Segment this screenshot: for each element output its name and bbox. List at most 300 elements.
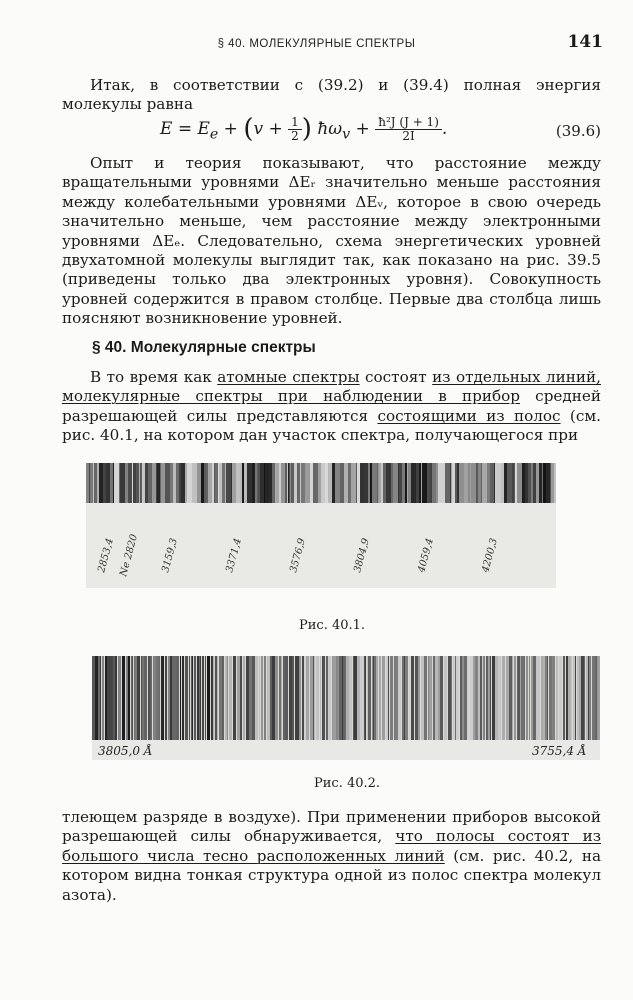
fig1-band-streak: [378, 463, 379, 503]
fig2-spectral-line: [102, 656, 104, 740]
fig2-spectral-line: [438, 656, 440, 740]
fig2-spectral-line: [394, 656, 396, 740]
fig1-band-streak: [269, 463, 272, 503]
fig2-spectral-line: [343, 656, 345, 740]
p4-text-2: (см. рис. 40.2, на котором видна тонкая структура одной из полос спектра молекул азота).: [62, 846, 601, 904]
fig2-spectral-line: [336, 656, 338, 740]
fig1-band-streak: [325, 463, 328, 503]
fig1-band-streak: [357, 463, 360, 503]
fig2-spectral-line: [320, 656, 321, 740]
fig1-band-streak: [132, 463, 133, 503]
fig1-band-streak: [110, 463, 113, 503]
fig2-spectral-line: [299, 656, 301, 740]
fig1-band-streak: [533, 463, 536, 503]
fig2-spectral-line: [490, 656, 491, 740]
fig1-wavelength-label: 3371,4: [224, 537, 244, 574]
fig1-band-streak: [452, 463, 455, 503]
fig2-scale-strip: [92, 740, 600, 760]
fig1-band-streak: [90, 463, 93, 503]
fig1-band-streak: [236, 463, 240, 503]
fig2-spectral-line: [225, 656, 227, 740]
fig2-spectral-line: [376, 656, 378, 740]
fig1-band-streak: [436, 463, 438, 503]
fig1-band-streak: [232, 463, 236, 503]
fig1-band-streak: [543, 463, 546, 503]
fig2-spectral-line: [314, 656, 315, 740]
fig1-band-streak: [445, 463, 450, 503]
fig2-spectral-line: [573, 656, 575, 740]
fig2-spectral-line: [194, 656, 196, 740]
fig1-band-streak: [265, 463, 269, 503]
fig1-band-streak: [402, 463, 405, 503]
fig2-spectral-line: [207, 656, 210, 740]
fig2-spectral-line: [118, 656, 121, 740]
fig1-band-streak: [247, 463, 252, 503]
fig2-spectral-line: [467, 656, 469, 740]
fig1-band-streak: [297, 463, 300, 503]
fig2-spectral-line: [424, 656, 427, 740]
fig1-band-streak: [289, 463, 290, 503]
fig1-band-streak: [255, 463, 257, 503]
fig2-spectral-line: [346, 656, 349, 740]
fig1-band-streak: [260, 463, 264, 503]
fig2-spectral-line: [295, 656, 296, 740]
fig1-band-streak: [407, 463, 408, 503]
fig1-band-streak: [372, 463, 377, 503]
fig2-spectral-line: [332, 656, 333, 740]
fig2-spectral-line: [233, 656, 236, 740]
paragraph-levels: Опыт и теория показывают, что расстояние между вращательными уровнями ΔEᵣ значительно меньше расстояния между колебательными уровнями ΔEᵥ, которое в свою очередь значительно меньше, чем расстояние между электронными уровнями ΔEₑ. Следовательно, схема энергетических уровней двухатомной молекулы выглядит так, как показано на рис. 39.5 (приведены только два электронных уровня). Совокупность уровней содержится в правом столбце. Первые два столбца лишь поясняют возникновение уровней.: [62, 154, 601, 328]
fig2-spectral-line: [506, 656, 509, 740]
fig2-spectral-line: [176, 656, 179, 740]
fig2-spectral-line: [552, 656, 555, 740]
fig2-spectral-line: [368, 656, 371, 740]
fig1-band-streak: [443, 463, 445, 503]
fig2-spectral-line: [113, 656, 115, 740]
fig1-band-streak: [215, 463, 218, 503]
fig1-band-streak: [119, 463, 120, 503]
fig2-spectral-line: [289, 656, 292, 740]
fig2-spectral-line: [246, 656, 249, 740]
fig1-band-streak: [242, 463, 243, 503]
fig2-spectral-line: [313, 656, 314, 740]
p3-text-2: состоят: [359, 368, 433, 386]
fig2-spectral-line: [142, 656, 144, 740]
fig1-band-streak: [539, 463, 542, 503]
fig2-spectral-line: [281, 656, 282, 740]
fig2-spectral-line: [568, 656, 571, 740]
fig1-band-streak: [356, 463, 357, 503]
fig2-spectral-line: [217, 656, 218, 740]
fig1-band-streak: [451, 463, 452, 503]
fig1-band-streak: [487, 463, 490, 503]
fig2-spectral-line: [134, 656, 135, 740]
fig2-spectral-line: [211, 656, 213, 740]
fig1-band-streak: [291, 463, 294, 503]
eq-half: [288, 116, 302, 143]
fig2-spectral-line: [229, 656, 232, 740]
fig2-spectral-line: [215, 656, 217, 740]
fig1-band-streak: [546, 463, 550, 503]
fig2-spectral-line: [418, 656, 420, 740]
fig2-spectral-line: [205, 656, 206, 740]
fig2-spectral-line: [345, 656, 346, 740]
fig1-band-streak: [368, 463, 370, 503]
p4-text-1: тлеющем разряде в воздухе). При применении приборов высокой разрешающей силы обнаруживается,: [62, 808, 601, 846]
fig1-band-streak: [114, 463, 119, 503]
fig1-band-streak: [204, 463, 206, 503]
fig2-spectral-line: [272, 656, 275, 740]
fig2-spectral-line: [482, 656, 483, 740]
fig2-spectral-line: [144, 656, 147, 740]
fig1-band-streak: [272, 463, 275, 503]
fig2-spectral-line: [502, 656, 505, 740]
fig2-spectral-line: [429, 656, 432, 740]
fig2-spectral-line: [589, 656, 591, 740]
fig2-spectral-line: [292, 656, 294, 740]
fig2-line-group: [92, 656, 600, 740]
fig1-band-streak: [113, 463, 114, 503]
fig1-band-streak: [142, 463, 143, 503]
fig2-spectral-line: [360, 656, 363, 740]
fig2-spectral-line: [267, 656, 270, 740]
fig1-band-streak: [93, 463, 94, 503]
fig1-band-streak: [279, 463, 281, 503]
fig2-spectral-line: [92, 656, 95, 740]
fig2-spectral-line: [107, 656, 110, 740]
fig2-spectral-line: [428, 656, 429, 740]
fig1-band-streak: [133, 463, 136, 503]
fig2-spectral-line: [563, 656, 565, 740]
fig2-spectral-line: [451, 656, 452, 740]
fig2-spectral-line: [333, 656, 336, 740]
page-number: 141: [567, 32, 603, 52]
fig2-spectral-line: [498, 656, 501, 740]
fig2-spectral-line: [128, 656, 130, 740]
fig1-band-streak: [360, 463, 364, 503]
figure-40-2-caption: Рис. 40.2.: [314, 776, 381, 791]
fig2-spectral-line: [283, 656, 285, 740]
fig2-spectral-line: [151, 656, 152, 740]
fig1-band-streak: [393, 463, 398, 503]
fig1-band-streak: [438, 463, 443, 503]
fig1-band-streak: [421, 463, 422, 503]
fig2-spectral-line: [249, 656, 252, 740]
fig1-band-streak: [179, 463, 181, 503]
fig2-spectral-line: [197, 656, 199, 740]
fig2-spectral-line: [304, 656, 306, 740]
fig2-spectral-line: [363, 656, 364, 740]
fig2-spectral-line: [213, 656, 214, 740]
fig1-band-streak: [335, 463, 340, 503]
fig2-spectral-line: [243, 656, 245, 740]
fig1-band-streak: [252, 463, 255, 503]
fig1-band-streak: [139, 463, 140, 503]
fig2-spectral-line: [592, 656, 595, 740]
fig1-band-streak: [208, 463, 212, 503]
fig1-band-streak: [517, 463, 522, 503]
fig2-spectral-line: [404, 656, 405, 740]
fig2-spectral-line: [326, 656, 328, 740]
fig2-spectral-line: [302, 656, 304, 740]
fig1-band-streak: [161, 463, 165, 503]
fig2-spectral-line: [460, 656, 462, 740]
fig2-spectral-line: [165, 656, 167, 740]
fig1-band-streak: [398, 463, 399, 503]
fig2-spectral-line: [435, 656, 438, 740]
fig2-spectral-line: [191, 656, 192, 740]
fig2-spectral-line: [579, 656, 581, 740]
fig1-band-streak: [318, 463, 321, 503]
fig1-band-streak: [187, 463, 192, 503]
eq-v: v +: [253, 119, 289, 139]
fig2-spectral-line: [373, 656, 374, 740]
fig1-band-streak: [301, 463, 305, 503]
fig1-band-streak: [455, 463, 457, 503]
fig1-band-streak: [143, 463, 145, 503]
fig2-spectral-line: [595, 656, 597, 740]
fig2-spectral-line: [402, 656, 404, 740]
fig2-spectral-line: [581, 656, 584, 740]
fig1-band-streak: [351, 463, 356, 503]
fig2-spectral-line: [390, 656, 393, 740]
equation-39-6: [160, 114, 600, 154]
fig1-wavelength-label: 2853,4: [96, 537, 116, 574]
fig2-spectral-line: [328, 656, 331, 740]
fig2-spectral-line: [173, 656, 176, 740]
fig2-spectral-line: [110, 656, 113, 740]
paragraph-fine-structure: [62, 808, 601, 905]
fig1-band-streak: [370, 463, 372, 503]
eq-rot-den: 2I: [402, 129, 415, 143]
fig2-spectral-line: [339, 656, 342, 740]
fig1-band-streak: [464, 463, 468, 503]
fig2-spectral-line: [100, 656, 101, 740]
fig2-spectral-line: [115, 656, 117, 740]
fig1-band-streak: [470, 463, 471, 503]
fig1-band-streak: [422, 463, 427, 503]
fig2-spectral-line: [488, 656, 490, 740]
fig1-band-streak: [305, 463, 310, 503]
fig2-spectral-line: [323, 656, 325, 740]
fig1-band-streak: [287, 463, 288, 503]
fig2-spectral-line: [172, 656, 173, 740]
fig2-spectral-line: [571, 656, 572, 740]
fig2-spectral-line: [185, 656, 188, 740]
fig2-left-label: 3805,0 Å: [98, 744, 153, 758]
fig1-band-streak: [411, 463, 416, 503]
fig2-spectral-line: [122, 656, 125, 740]
fig1-band-streak: [554, 463, 556, 503]
fig2-spectral-line: [492, 656, 495, 740]
fig1-band-streak: [281, 463, 285, 503]
fig1-band-streak: [185, 463, 187, 503]
fig1-band-streak: [427, 463, 430, 503]
fig2-spectral-line: [180, 656, 181, 740]
fig1-band-streak: [222, 463, 225, 503]
eq-rot-frac: [375, 116, 442, 143]
fig1-band-streak: [416, 463, 419, 503]
fig2-spectral-line: [545, 656, 547, 740]
fig2-spectral-line: [470, 656, 473, 740]
fig2-spectral-line: [517, 656, 518, 740]
fig2-spectral-line: [456, 656, 459, 740]
p3-text-3: средней разрешающей силы представляются: [62, 387, 601, 425]
fig2-spectral-line: [168, 656, 170, 740]
fig2-spectral-line: [192, 656, 193, 740]
fig1-band-streak: [497, 463, 501, 503]
fig1-band-streak: [86, 463, 89, 503]
fig1-band-streak: [120, 463, 125, 503]
eq-plus1: +: [218, 119, 244, 139]
fig1-band-streak: [152, 463, 156, 503]
fig2-spectral-line: [483, 656, 485, 740]
fig1-band-streak: [285, 463, 287, 503]
fig1-band-streak: [214, 463, 215, 503]
fig1-band-streak: [288, 463, 289, 503]
fig2-spectral-line: [521, 656, 522, 740]
fig1-band-streak: [197, 463, 201, 503]
p3-underline-atomic: атомные спектры: [217, 368, 360, 386]
fig2-spectral-line: [222, 656, 224, 740]
fig1-band-streak: [536, 463, 539, 503]
fig2-spectral-line: [575, 656, 576, 740]
fig1-wavelength-label: 3804,9: [352, 537, 372, 574]
eq-rot-num: ħ²J (J + 1): [375, 116, 442, 130]
fig2-spectral-line: [357, 656, 360, 740]
fig1-band-streak: [276, 463, 279, 503]
fig2-spectral-line: [464, 656, 467, 740]
section-heading: § 40. Молекулярные спектры: [92, 339, 316, 356]
p3-underline-bands: состоящими из полос: [377, 406, 561, 425]
fig1-band-streak: [226, 463, 231, 503]
fig1-band-streak: [201, 463, 204, 503]
fig1-band-streak: [125, 463, 128, 503]
fig2-spectral-line: [531, 656, 533, 740]
fig1-band-streak: [430, 463, 432, 503]
fig2-spectral-line: [199, 656, 200, 740]
paragraph-molecular-spectra: [62, 368, 601, 446]
fig1-band-group: [86, 463, 556, 503]
fig2-spectral-line: [566, 656, 568, 740]
fig1-band-streak: [501, 463, 504, 503]
fig2-spectral-line: [486, 656, 488, 740]
fig1-band-streak: [136, 463, 139, 503]
fig2-spectral-line: [137, 656, 140, 740]
fig1-band-streak: [504, 463, 507, 503]
fig2-spectral-line: [543, 656, 545, 740]
fig2-spectral-line: [310, 656, 313, 740]
fig2-spectral-line: [255, 656, 258, 740]
fig1-band-streak: [128, 463, 132, 503]
fig2-spectral-line: [597, 656, 598, 740]
fig2-spectral-line: [161, 656, 164, 740]
fig1-band-streak: [450, 463, 451, 503]
fig2-spectral-line: [285, 656, 288, 740]
fig2-spectral-line: [475, 656, 478, 740]
fig1-band-streak: [310, 463, 313, 503]
fig2-spectral-line: [547, 656, 548, 740]
fig2-spectral-line: [189, 656, 190, 740]
fig2-spectral-line: [131, 656, 132, 740]
fig2-spectral-line: [126, 656, 128, 740]
fig2-spectral-line: [396, 656, 398, 740]
eq-half-den: 2: [291, 129, 299, 143]
fig2-spectral-line: [99, 656, 100, 740]
fig1-band-streak: [225, 463, 226, 503]
fig2-spectral-line: [533, 656, 536, 740]
fig1-band-streak: [528, 463, 531, 503]
fig1-band-streak: [313, 463, 318, 503]
fig1-band-streak: [495, 463, 497, 503]
fig2-spectral-line: [524, 656, 525, 740]
equation-number: (39.6): [555, 122, 601, 140]
fig1-band-streak: [99, 463, 103, 503]
fig2-spectral-line: [421, 656, 424, 740]
fig2-spectral-line: [95, 656, 97, 740]
fig2-spectral-line: [448, 656, 451, 740]
fig1-band-streak: [468, 463, 470, 503]
fig2-spectral-line: [586, 656, 588, 740]
fig2-spectral-line: [240, 656, 242, 740]
p3-text-4: (см. рис. 40.1, на котором дан участок спектра, получающегося при: [62, 406, 601, 445]
fig1-band-streak: [264, 463, 265, 503]
fig1-wavelength-label: 3159,3: [160, 537, 180, 574]
fig1-band-streak: [542, 463, 543, 503]
fig2-spectral-line: [480, 656, 482, 740]
fig1-band-streak: [140, 463, 142, 503]
fig2-spectral-line: [135, 656, 137, 740]
fig1-band-streak: [340, 463, 344, 503]
eq-close-paren: ): [301, 114, 312, 144]
eq-sub-v: v: [342, 126, 351, 143]
fig1-band-streak: [332, 463, 335, 503]
fig1-band-streak: [89, 463, 90, 503]
fig1-band-streak: [457, 463, 459, 503]
fig1-band-streak: [145, 463, 148, 503]
fig1-band-streak: [377, 463, 378, 503]
fig2-spectral-line: [556, 656, 558, 740]
fig2-spectral-line: [296, 656, 299, 740]
fig2-spectral-line: [462, 656, 464, 740]
fig2-spectral-line: [202, 656, 204, 740]
fig1-band-streak: [432, 463, 436, 503]
fig2-spectral-line: [132, 656, 133, 740]
fig2-spectral-line: [367, 656, 368, 740]
fig1-band-streak: [244, 463, 247, 503]
fig2-spectral-line: [156, 656, 159, 740]
fig1-band-streak: [275, 463, 276, 503]
fig2-spectral-line: [279, 656, 281, 740]
fig1-band-streak: [192, 463, 197, 503]
fig2-spectral-line: [549, 656, 552, 740]
fig1-band-streak: [258, 463, 260, 503]
fig1-band-streak: [156, 463, 157, 503]
fig1-band-streak: [218, 463, 219, 503]
fig2-spectral-line: [261, 656, 263, 740]
fig1-band-streak: [507, 463, 512, 503]
fig1-band-streak: [471, 463, 476, 503]
eq-end: .: [441, 119, 448, 139]
fig1-band-streak: [490, 463, 494, 503]
fig1-band-streak: [381, 463, 383, 503]
fig1-wavelength-label: 4200,3: [480, 537, 500, 574]
fig2-spectral-line: [509, 656, 512, 740]
fig1-band-streak: [206, 463, 208, 503]
fig2-spectral-line: [148, 656, 150, 740]
fig1-band-streak: [103, 463, 106, 503]
fig1-band-streak: [525, 463, 528, 503]
